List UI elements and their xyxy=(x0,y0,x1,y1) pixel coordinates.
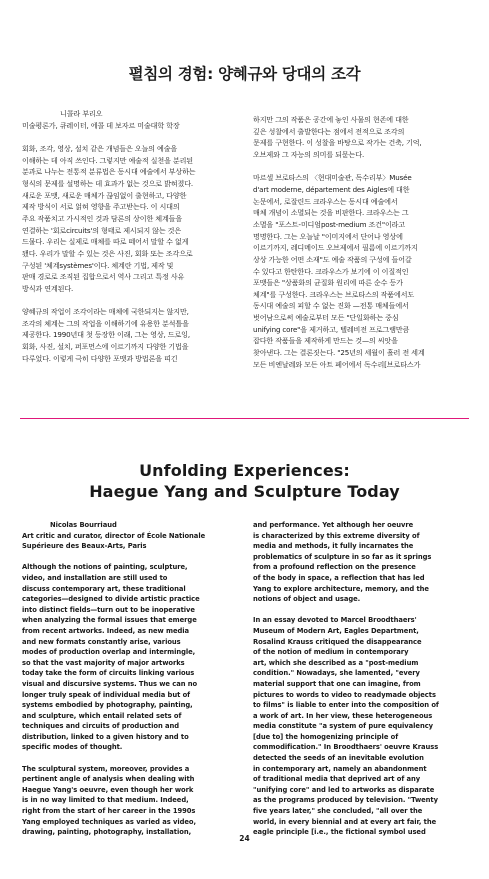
english-left-column xyxy=(22,520,237,838)
text-line: 이해하는 데 아직 쓰인다. 그렇지만 예술적 실천을 분리된 xyxy=(22,155,193,165)
english-title-line-2: Haegue Yang and Sculpture Today xyxy=(89,482,400,501)
text-line: right from the start of her career in the 1990s xyxy=(22,807,196,816)
text-line: distribution, linked to a given history and to xyxy=(22,732,189,741)
text-line: 제공한다. 1990년대 첫 등장한 이래, 그는 영상, 드로잉, xyxy=(22,330,190,340)
korean-right-column xyxy=(253,114,443,370)
text-line: 판매 경로로 조직된 집합으로서 역사 그리고 특정 사유 xyxy=(22,272,185,282)
text-line: 새로운 포맷, 새로운 매체가 끊임없이 출현하고, 다양한 xyxy=(22,190,187,200)
text-line: 주요 작품치고 가시적인 것과 담론의 상이한 체계들을 xyxy=(22,213,183,223)
text-line: visual and discursive systems. Thus we can no xyxy=(22,679,198,688)
text-line: drawing, painting, photography, installation, xyxy=(22,828,192,837)
text-line: "unifying core" and led to artworks as disparate xyxy=(253,785,435,794)
text-line: techniques and circuits of production and xyxy=(22,722,180,731)
text-line: 체계"를 구성한다. 크라우스는 브로타스의 작품에서도 xyxy=(253,289,415,299)
text-line: modes of production overlap and intermingle, xyxy=(22,648,196,657)
korean-right-paragraph-1 xyxy=(253,114,443,161)
text-line: pictures to words to video to readymade objects xyxy=(253,690,436,699)
text-line: pertinent angle of analysis when dealing with xyxy=(22,775,195,784)
text-line: a work of art. In her view, these heterogeneous xyxy=(253,711,433,720)
text-line: from recent artworks. Indeed, as new media xyxy=(22,626,190,635)
text-line: discuss contemporary art, these traditional xyxy=(22,584,186,593)
english-left-paragraph-2 xyxy=(22,764,237,838)
text-line: so that the vast majority of major artworks xyxy=(22,658,185,667)
english-right-column xyxy=(253,520,468,838)
english-left-paragraph-1 xyxy=(22,562,237,753)
text-line: 포맷들은 "상품화의 균질화 원리에 따른 순수 등가 xyxy=(253,278,403,288)
text-line: is in no way limited to that medium. Indeed, xyxy=(22,796,189,805)
english-author-name: Nicolas Bourriaud xyxy=(50,521,117,529)
section-divider xyxy=(20,418,469,419)
text-line: condition." Nowadays, she lamented, "every xyxy=(253,669,420,678)
text-line: 형식의 문제를 설명하는 데 효과가 없는 것으로 밝혀졌다. xyxy=(22,178,193,188)
text-line: of the body in space, a reflection that has led xyxy=(253,573,425,582)
korean-author-name: 니콜라 부리오 xyxy=(60,109,103,118)
text-line: notions of object and usage. xyxy=(253,595,361,604)
text-line: 제작 방식이 서로 얽혀 영향을 주고받는다. 이 시대의 xyxy=(22,202,180,212)
text-line: 상상 가능한 어떤 소재"도 예술 작품의 구성에 들어갈 xyxy=(253,254,412,264)
english-author-role xyxy=(22,531,237,552)
text-line: longer truly speak of individual media but of xyxy=(22,690,191,699)
korean-author-role: 미술평론가, 큐레이터, 에콜 데 보자르 미술대학 학장 xyxy=(22,120,180,130)
text-line: 잡다한 작품들을 제작하게 만드는 것—의 씨앗을 xyxy=(253,336,398,346)
english-title xyxy=(0,460,489,502)
text-line: is characterized by this extreme diversity of xyxy=(253,531,420,540)
text-line: world, in every biennial and at every art fair, the xyxy=(253,817,437,826)
text-line: 양혜규의 작업이 조각이라는 매체에 국한되지는 않지만, xyxy=(22,307,189,317)
text-line: 논문에서, 로잘린드 크라우스는 동시대 예술에서 xyxy=(253,196,398,206)
text-line: systems embodied by photography, painting, xyxy=(22,701,193,710)
text-line: today take the form of circuits linking various xyxy=(22,669,195,678)
text-line: The sculptural system, moreover, provides a xyxy=(22,764,190,773)
text-line: when analyzing the formal issues that emerge xyxy=(22,616,197,625)
text-line: 분과로 나누는 전통적 분류법은 동시대 예술에서 부상하는 xyxy=(22,167,196,177)
text-line: 다루었다. 이렇게 극히 다양한 포맷과 방법론을 띠긴 xyxy=(22,353,178,363)
english-title-line-1: Unfolding Experiences: xyxy=(139,461,350,480)
page-number: 24 xyxy=(239,834,250,843)
text-line: commodification." In Broodthaers' oeuvre Krauss xyxy=(253,743,439,752)
text-line: Yang employed techniques as varied as video, xyxy=(22,817,197,826)
text-line: Although the notions of painting, sculpture, xyxy=(22,563,188,572)
korean-left-paragraph-1 xyxy=(22,143,212,295)
text-line: material support that one can imagine, from xyxy=(253,679,421,688)
text-line: and sculpture, which entail related sets of xyxy=(22,711,182,720)
text-line: 깊은 성찰에서 출발한다는 점에서 전적으로 조각의 xyxy=(253,126,405,136)
english-right-paragraph-2 xyxy=(253,615,468,837)
text-line: as the programs produced by television. "Twenty xyxy=(253,796,438,805)
korean-left-column xyxy=(22,108,212,364)
text-line: 방식과 연계된다. xyxy=(22,283,74,293)
text-line: problematics of sculpture in so far as it springs xyxy=(253,552,432,561)
text-line: 하지만 그의 작품은 공간에 놓인 사물의 현존에 대한 xyxy=(253,115,409,124)
text-line: Supérieure des Beaux-Arts, Paris xyxy=(22,542,147,551)
text-line: unifying core"을 제거하고, 텔레비전 프로그램만큼 xyxy=(253,324,410,334)
text-line: 찾아낸다. 그는 결론짓는다. "25년의 세월이 흘러 전 세계 xyxy=(253,348,425,358)
text-line: art, which she described as a "post-medium xyxy=(253,658,419,667)
text-line: in contemporary art, namely an abandonment xyxy=(253,764,427,773)
text-line: 됐다. 우리가 말할 수 있는 것은 사진, 회화 또는 조각으로 xyxy=(22,248,193,258)
korean-title: 펼침의 경험: 양혜규와 당대의 조각 xyxy=(128,65,361,83)
korean-left-paragraph-2 xyxy=(22,306,212,364)
text-line: into distinct fields—turn out to be inoperative xyxy=(22,605,195,614)
english-right-paragraph-1 xyxy=(253,520,468,605)
text-line: 수 있다고 한탄한다. 크라우스가 보기에 이 이질적인 xyxy=(253,266,409,276)
text-line: 조각의 체계는 그의 작업을 이해하기에 유용한 분석틀을 xyxy=(22,318,189,328)
text-line: 마르셀 브로타스의 〈현대미술관, 독수리부〉Musée xyxy=(253,173,412,183)
text-line: to films" is liable to enter into the composition of xyxy=(253,701,439,710)
text-line: of the notion of medium in contemporary xyxy=(253,648,409,657)
text-line: 명명한다. 그는 오늘날 "이미지에서 단어나 영상에 xyxy=(253,231,403,241)
text-line: 회화, 사진, 설치, 퍼포먼스에 이르기까지 다양한 기법을 xyxy=(22,342,189,352)
text-line: detected the seeds of an inevitable evolution xyxy=(253,754,424,763)
text-line: 구성된 '체계systèmes'이다. 체계란 기법, 제작 및 xyxy=(22,260,174,270)
text-line: eagle principle [i.e., the fictional symbol used xyxy=(253,828,426,837)
text-line: from a profound reflection on the presence xyxy=(253,563,416,572)
text-line: of traditional media that deprived art of any xyxy=(253,775,421,784)
text-line: 매체 개념이 소멸되는 것을 비판한다. 크라우스는 그 xyxy=(253,208,409,218)
text-line: Rosalind Krauss critiqued the disappearance xyxy=(253,637,422,646)
text-line: Yang to explore architecture, memory, and the xyxy=(253,584,429,593)
text-line: 모든 비엔날레와 모든 아트 페어에서 독수리[브로타스가 xyxy=(253,359,421,369)
korean-right-paragraph-2 xyxy=(253,172,443,370)
text-line: and performance. Yet although her oeuvre xyxy=(253,521,414,529)
text-line: Art critic and curator, director of École Nationale xyxy=(22,531,206,540)
text-line: specific modes of thought. xyxy=(22,743,123,752)
text-line: 오브제와 그 자능의 의미를 되묻는다. xyxy=(253,149,365,159)
text-line: media and methods, it fully incarnates the xyxy=(253,542,414,551)
text-line: 동시대 예술의 피할 수 없는 진화 —전통 매체들에서 xyxy=(253,301,409,311)
text-line: 벗어남으로써 예술로부터 모든 "단일화하는 중심 xyxy=(253,313,399,323)
text-line: 소멸을 "포스트-미디엄post-medium 조건"이라고 xyxy=(253,219,406,229)
text-line: 회화, 조각, 영상, 설치 같은 개념들은 오늘의 예술을 xyxy=(22,143,178,153)
text-line: 문제를 구현한다. 이 성찰을 바탕으로 작가는 건축, 기억, xyxy=(253,138,422,148)
text-line: [due to] the homogenizing principle of xyxy=(253,732,399,741)
text-line: categories—designed to divide artistic practice xyxy=(22,595,200,604)
text-line: d'art moderne, département des Aigles에 대한 xyxy=(253,184,410,194)
text-line: five years later," she concluded, "all over the xyxy=(253,807,423,816)
text-line: and new formats constantly arise, various xyxy=(22,637,181,646)
text-line: In an essay devoted to Marcel Broodthaers' xyxy=(253,616,417,625)
text-line: 이르기까지, 레디메이드 오브제에서 필름에 이르기까지 xyxy=(253,243,418,253)
text-line: media constitute "a system of pure equivalency xyxy=(253,722,433,731)
text-line: video, and installation are still used to xyxy=(22,573,168,582)
text-line: Museum of Modern Art, Eagles Department, xyxy=(253,626,419,635)
text-line: Haegue Yang's oeuvre, even though her work xyxy=(22,785,194,794)
text-line: 연결하는 '회로circuits'의 형태로 제시되지 않는 것은 xyxy=(22,225,182,235)
text-line: 드물다. 우리는 실제로 매체를 따로 떼어서 말할 수 없게 xyxy=(22,237,189,247)
